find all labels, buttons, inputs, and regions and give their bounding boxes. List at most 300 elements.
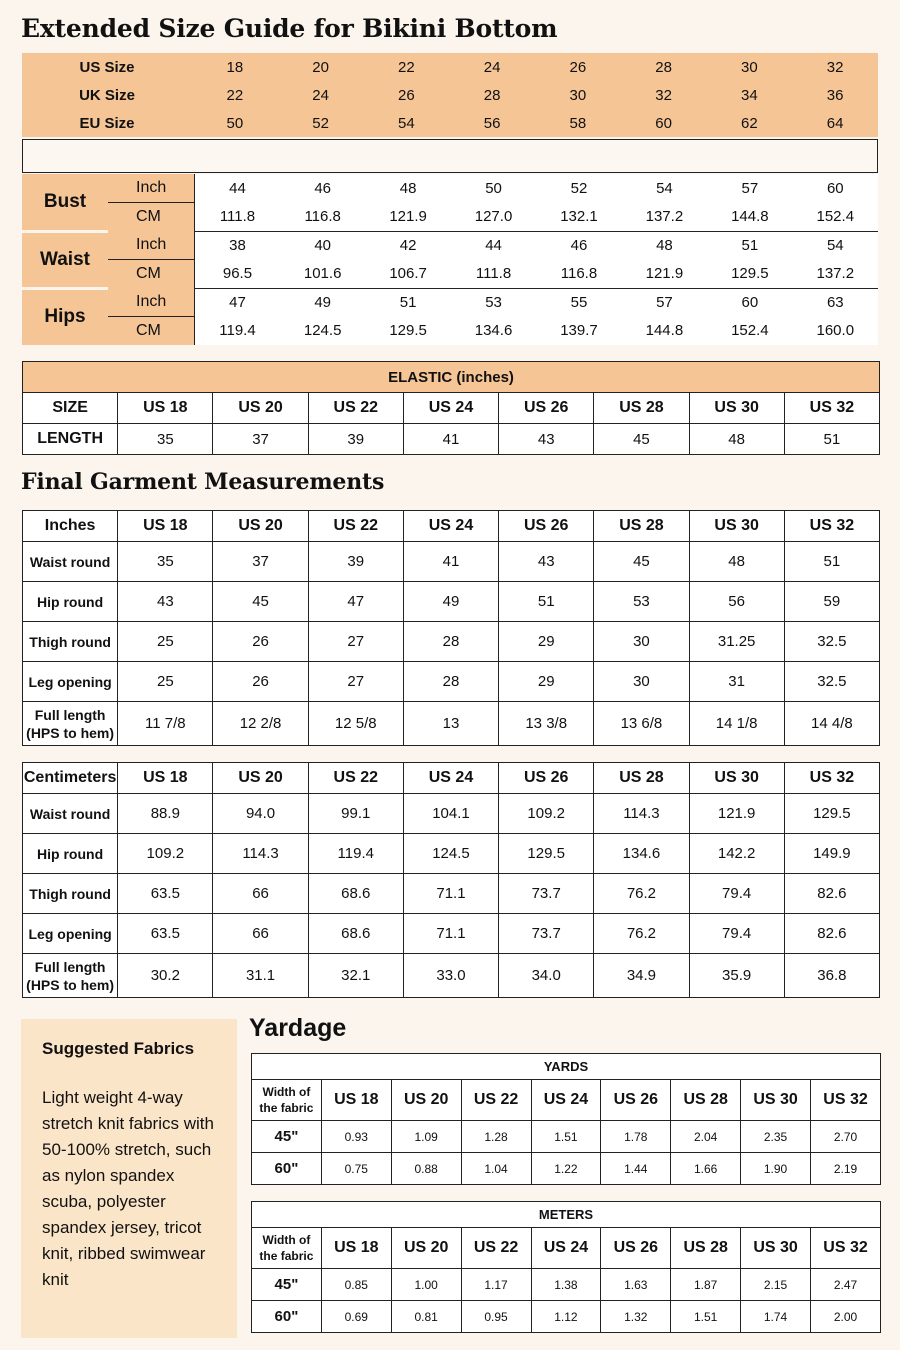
garment-value: 63.5 <box>118 874 213 914</box>
measure-value: 111.8 <box>451 260 536 289</box>
width-label <box>252 1080 322 1121</box>
garment-size-header: US 22 <box>308 511 403 542</box>
measure-value: 116.8 <box>536 260 621 289</box>
garment-header-row <box>23 511 880 542</box>
body-row-hips-cm <box>22 317 878 346</box>
garment-value: 134.6 <box>594 834 689 874</box>
garment-value: 51 <box>499 582 594 622</box>
yardage-size-header: US 18 <box>321 1080 391 1121</box>
garment-corner-label: Centimeters <box>23 763 118 794</box>
yardage-size-header: US 30 <box>741 1080 811 1121</box>
garment-row-label <box>23 542 118 582</box>
size-value: 36 <box>826 86 844 104</box>
page-title: Extended Size Guide for Bikini Bottom <box>21 14 558 43</box>
unit-inch: Inch <box>136 179 167 196</box>
yardage-row <box>252 1301 881 1333</box>
centimeters-measurements-table <box>22 762 880 998</box>
yardage-value: 1.66 <box>671 1153 741 1185</box>
garment-value: 79.4 <box>689 874 784 914</box>
yardage-row <box>252 1153 881 1185</box>
measure-value: 129.5 <box>365 317 450 346</box>
elastic-size: US 30 <box>689 393 784 424</box>
garment-value: 34.9 <box>594 954 689 998</box>
garment-value: 29 <box>499 662 594 702</box>
yardage-title-row <box>252 1202 881 1228</box>
elastic-size-label: SIZE <box>23 393 118 424</box>
garment-value: 39 <box>308 542 403 582</box>
yardage-value: 1.38 <box>531 1269 601 1301</box>
yardage-value: 1.90 <box>741 1153 811 1185</box>
garment-row-label <box>23 794 118 834</box>
yardage-size-header: US 18 <box>321 1228 391 1269</box>
garment-value: 11 7/8 <box>118 702 213 746</box>
garment-value: 30.2 <box>118 954 213 998</box>
garment-row-label-text: Leg opening <box>28 925 112 942</box>
unit-inch: Inch <box>136 293 167 310</box>
garment-row <box>23 914 880 954</box>
garment-row-label-text: Leg opening <box>28 673 112 690</box>
measure-value: 160.0 <box>793 317 878 346</box>
size-value: 30 <box>741 58 758 76</box>
measure-value: 127.0 <box>451 203 536 232</box>
garment-value: 82.6 <box>784 874 879 914</box>
garment-value: 56 <box>689 582 784 622</box>
garment-row <box>23 954 880 998</box>
garment-value: 12 2/8 <box>213 702 308 746</box>
garment-value: 88.9 <box>118 794 213 834</box>
unit-label <box>108 317 195 346</box>
width-label-line2: the fabric <box>259 1249 314 1263</box>
garment-value: 28 <box>403 662 498 702</box>
yardage-value: 0.69 <box>321 1301 391 1333</box>
measure-value: 48 <box>365 174 450 203</box>
garment-value: 68.6 <box>308 874 403 914</box>
yardage-size-header: US 24 <box>531 1080 601 1121</box>
garment-row-label <box>23 662 118 702</box>
garment-value: 36.8 <box>784 954 879 998</box>
yardage-size-header: US 22 <box>461 1228 531 1269</box>
garment-value: 35.9 <box>689 954 784 998</box>
garment-size-header: US 18 <box>118 763 213 794</box>
elastic-length: 37 <box>213 424 308 455</box>
yardage-size-header: US 28 <box>671 1228 741 1269</box>
measure-value: 121.9 <box>622 260 707 289</box>
width-label <box>252 1228 322 1269</box>
garment-value: 49 <box>403 582 498 622</box>
measure-value: 119.4 <box>195 317 280 346</box>
garment-value: 45 <box>213 582 308 622</box>
garment-value: 25 <box>118 622 213 662</box>
yardage-value: 0.88 <box>391 1153 461 1185</box>
garment-row-label-text: Full length <box>34 706 106 723</box>
garment-size-header: US 24 <box>403 511 498 542</box>
fabric-width-label: 60" <box>252 1301 322 1333</box>
size-value: 26 <box>398 86 415 104</box>
garment-row <box>23 582 880 622</box>
elastic-size: US 26 <box>499 393 594 424</box>
garment-size-header: US 18 <box>118 511 213 542</box>
measure-value: 60 <box>707 288 792 317</box>
garment-row <box>23 874 880 914</box>
garment-size-header: US 30 <box>689 763 784 794</box>
garment-size-header: US 26 <box>499 511 594 542</box>
garment-value: 109.2 <box>118 834 213 874</box>
size-row-us <box>22 53 878 81</box>
elastic-title: ELASTIC (inches) <box>23 362 880 393</box>
yardage-value: 1.87 <box>671 1269 741 1301</box>
elastic-table <box>22 361 880 455</box>
measure-value: 134.6 <box>451 317 536 346</box>
measure-value: 96.5 <box>195 260 280 289</box>
garment-value: 43 <box>499 542 594 582</box>
width-label-line1: Width of <box>262 1085 311 1099</box>
size-row-uk <box>22 81 878 109</box>
garment-value: 26 <box>213 622 308 662</box>
size-value: 32 <box>655 86 672 104</box>
garment-row-label-text: Thigh round <box>29 633 111 650</box>
measure-value: 57 <box>622 288 707 317</box>
yardage-value: 2.19 <box>811 1153 881 1185</box>
garment-value: 71.1 <box>403 914 498 954</box>
garment-size-header: US 32 <box>784 763 879 794</box>
yardage-value: 0.75 <box>321 1153 391 1185</box>
elastic-length: 45 <box>594 424 689 455</box>
measure-value: 111.8 <box>195 203 280 232</box>
garment-row-label <box>23 954 118 998</box>
measure-value: 48 <box>622 231 707 260</box>
garment-value: 129.5 <box>784 794 879 834</box>
garment-value: 66 <box>213 914 308 954</box>
fabric-width-label: 45" <box>252 1269 322 1301</box>
yardage-value: 1.28 <box>461 1121 531 1153</box>
garment-value: 31.1 <box>213 954 308 998</box>
garment-row-label-text: Waist round <box>29 805 111 822</box>
measure-value: 52 <box>536 174 621 203</box>
yardage-value: 1.00 <box>391 1269 461 1301</box>
garment-size-header: US 26 <box>499 763 594 794</box>
body-row-waist-cm <box>22 260 878 289</box>
garment-value: 13 6/8 <box>594 702 689 746</box>
unit-label <box>108 231 195 260</box>
measure-value: 50 <box>451 174 536 203</box>
garment-value: 71.1 <box>403 874 498 914</box>
body-measurements-table <box>22 174 878 345</box>
garment-value: 32.5 <box>784 662 879 702</box>
elastic-length: 39 <box>308 424 403 455</box>
size-value: 20 <box>312 58 329 76</box>
yardage-header-row <box>252 1080 881 1121</box>
elastic-length: 48 <box>689 424 784 455</box>
yardage-size-header: US 22 <box>461 1080 531 1121</box>
size-value: 22 <box>398 58 415 76</box>
yardage-value: 2.15 <box>741 1269 811 1301</box>
measure-value: 51 <box>365 288 450 317</box>
garment-row-label-text: Hip round <box>37 593 104 610</box>
garment-row-label-text: Hip round <box>37 845 104 862</box>
fabrics-title: Suggested Fabrics <box>42 1039 195 1058</box>
yardage-value: 1.51 <box>531 1121 601 1153</box>
unit-inch: Inch <box>136 236 167 253</box>
measure-value: 49 <box>280 288 365 317</box>
yardage-value: 1.51 <box>671 1301 741 1333</box>
measure-value: 124.5 <box>280 317 365 346</box>
garment-value: 53 <box>594 582 689 622</box>
garment-row-label-text: Full length <box>34 958 106 975</box>
garment-value: 124.5 <box>403 834 498 874</box>
yardage-value: 0.85 <box>321 1269 391 1301</box>
measure-value: 51 <box>707 231 792 260</box>
garment-value: 119.4 <box>308 834 403 874</box>
size-value: 32 <box>826 58 844 76</box>
fabric-width-label: 60" <box>252 1153 322 1185</box>
yardage-value: 1.22 <box>531 1153 601 1185</box>
measure-value: 132.1 <box>536 203 621 232</box>
garment-value: 94.0 <box>213 794 308 834</box>
garment-value: 28 <box>403 622 498 662</box>
unit-cm: CM <box>136 322 161 339</box>
inches-measurements-table <box>22 510 880 746</box>
garment-value: 51 <box>784 542 879 582</box>
measure-value: 46 <box>536 231 621 260</box>
unit-label <box>108 203 195 232</box>
body-part-label: Bust <box>22 174 108 231</box>
measure-value: 42 <box>365 231 450 260</box>
yardage-title-row <box>252 1054 881 1080</box>
yardage-size-header: US 20 <box>391 1228 461 1269</box>
body-part-label: Hips <box>22 288 108 345</box>
measure-value: 106.7 <box>365 260 450 289</box>
garment-value: 104.1 <box>403 794 498 834</box>
garment-value: 48 <box>689 542 784 582</box>
unit-label <box>108 288 195 317</box>
yardage-size-header: US 26 <box>601 1228 671 1269</box>
width-label-line2: the fabric <box>259 1101 314 1115</box>
garment-value: 34.0 <box>499 954 594 998</box>
size-value: 34 <box>741 86 758 104</box>
size-label: UK Size <box>79 86 135 104</box>
garment-row-label <box>23 914 118 954</box>
elastic-length: 35 <box>118 424 213 455</box>
garment-value: 82.6 <box>784 914 879 954</box>
garment-header-row <box>23 763 880 794</box>
elastic-size: US 20 <box>213 393 308 424</box>
garment-value: 13 3/8 <box>499 702 594 746</box>
garment-row <box>23 622 880 662</box>
yardage-size-header: US 24 <box>531 1228 601 1269</box>
garment-value: 76.2 <box>594 874 689 914</box>
measure-value: 46 <box>280 174 365 203</box>
yardage-size-header: US 26 <box>601 1080 671 1121</box>
size-value: 24 <box>483 58 501 76</box>
garment-value: 114.3 <box>594 794 689 834</box>
measure-value: 57 <box>707 174 792 203</box>
unit-label <box>108 260 195 289</box>
measure-value: 53 <box>451 288 536 317</box>
garment-value: 32.5 <box>784 622 879 662</box>
elastic-length-row <box>23 424 880 455</box>
yardage-value: 2.70 <box>811 1121 881 1153</box>
yardage-size-header: US 20 <box>391 1080 461 1121</box>
size-value: 56 <box>483 114 501 132</box>
garment-row <box>23 834 880 874</box>
garment-value: 35 <box>118 542 213 582</box>
garment-row-label-sub: (HPS to hem) <box>26 724 115 741</box>
elastic-header-row <box>23 362 880 393</box>
garment-value: 26 <box>213 662 308 702</box>
garment-row-label-text: Waist round <box>29 553 111 570</box>
measure-value: 152.4 <box>707 317 792 346</box>
garment-corner-label: Inches <box>23 511 118 542</box>
garment-value: 43 <box>118 582 213 622</box>
yardage-value: 1.63 <box>601 1269 671 1301</box>
garment-size-header: US 32 <box>784 511 879 542</box>
yardage-value: 1.44 <box>601 1153 671 1185</box>
size-value: 58 <box>569 114 587 132</box>
measure-value: 152.4 <box>793 203 878 232</box>
elastic-length: 51 <box>784 424 879 455</box>
unit-label <box>108 174 195 203</box>
measure-value: 139.7 <box>536 317 621 346</box>
garment-value: 121.9 <box>689 794 784 834</box>
garment-value: 32.1 <box>308 954 403 998</box>
yardage-value: 2.35 <box>741 1121 811 1153</box>
garment-value: 76.2 <box>594 914 689 954</box>
body-part-label: Waist <box>22 231 108 288</box>
garment-size-header: US 30 <box>689 511 784 542</box>
garment-value: 63.5 <box>118 914 213 954</box>
yards-title: YARDS <box>252 1054 881 1080</box>
size-value: 28 <box>655 58 672 76</box>
measure-value: 101.6 <box>280 260 365 289</box>
yardage-value: 2.00 <box>811 1301 881 1333</box>
final-garment-title: Final Garment Measurements <box>21 469 385 495</box>
garment-value: 29 <box>499 622 594 662</box>
size-value: 22 <box>226 86 244 104</box>
yardage-size-header: US 30 <box>741 1228 811 1269</box>
measure-value: 121.9 <box>365 203 450 232</box>
garment-value: 149.9 <box>784 834 879 874</box>
measure-value: 40 <box>280 231 365 260</box>
yardage-value: 1.32 <box>601 1301 671 1333</box>
fabrics-description: Light weight 4-way stretch knit fabrics with 50-100% stretch, such as nylon spandex scuba, polyester spandex jersey, tricot knit, ribbed swimwear knit <box>42 1088 214 1289</box>
garment-value: 47 <box>308 582 403 622</box>
garment-row <box>23 542 880 582</box>
elastic-size: US 22 <box>308 393 403 424</box>
unit-cm: CM <box>136 208 161 225</box>
garment-value: 129.5 <box>499 834 594 874</box>
measure-value: 137.2 <box>622 203 707 232</box>
table-spacer <box>22 139 878 173</box>
garment-row <box>23 702 880 746</box>
measure-value: 54 <box>793 231 878 260</box>
measure-value: 55 <box>536 288 621 317</box>
garment-value: 99.1 <box>308 794 403 834</box>
yardage-value: 1.74 <box>741 1301 811 1333</box>
garment-row-label <box>23 834 118 874</box>
garment-size-header: US 22 <box>308 763 403 794</box>
garment-row-label <box>23 622 118 662</box>
garment-value: 66 <box>213 874 308 914</box>
suggested-fabrics-box <box>21 1019 237 1338</box>
body-row-hips-inch <box>22 288 878 317</box>
elastic-length: 43 <box>499 424 594 455</box>
garment-row-label <box>23 702 118 746</box>
garment-value: 73.7 <box>499 874 594 914</box>
garment-value: 27 <box>308 662 403 702</box>
size-value: 62 <box>741 114 758 132</box>
garment-value: 33.0 <box>403 954 498 998</box>
garment-value: 27 <box>308 622 403 662</box>
yardage-size-header: US 32 <box>811 1080 881 1121</box>
measure-value: 54 <box>622 174 707 203</box>
size-value: 24 <box>312 86 329 104</box>
measure-value: 129.5 <box>707 260 792 289</box>
garment-value: 73.7 <box>499 914 594 954</box>
measure-value: 44 <box>451 231 536 260</box>
elastic-size: US 18 <box>118 393 213 424</box>
size-value: 64 <box>826 114 844 132</box>
garment-value: 79.4 <box>689 914 784 954</box>
garment-value: 13 <box>403 702 498 746</box>
yardage-value: 1.12 <box>531 1301 601 1333</box>
garment-size-header: US 20 <box>213 511 308 542</box>
size-value: 54 <box>398 114 415 132</box>
garment-value: 114.3 <box>213 834 308 874</box>
garment-row-label <box>23 582 118 622</box>
size-value: 26 <box>569 58 587 76</box>
garment-value: 142.2 <box>689 834 784 874</box>
measure-value: 47 <box>195 288 280 317</box>
size-value: 18 <box>226 58 244 76</box>
garment-value: 45 <box>594 542 689 582</box>
body-row-bust-cm <box>22 203 878 232</box>
garment-row-label-sub: (HPS to hem) <box>26 976 115 993</box>
elastic-size: US 24 <box>403 393 498 424</box>
size-value: 52 <box>312 114 329 132</box>
garment-row <box>23 794 880 834</box>
elastic-size: US 28 <box>594 393 689 424</box>
garment-value: 68.6 <box>308 914 403 954</box>
measure-value: 44 <box>195 174 280 203</box>
yardage-value: 2.47 <box>811 1269 881 1301</box>
width-label-line1: Width of <box>262 1233 311 1247</box>
yardage-value: 1.78 <box>601 1121 671 1153</box>
garment-value: 31 <box>689 662 784 702</box>
yardage-size-header: US 32 <box>811 1228 881 1269</box>
measure-value: 137.2 <box>793 260 878 289</box>
measure-value: 63 <box>793 288 878 317</box>
measure-value: 116.8 <box>280 203 365 232</box>
size-conversion-table <box>22 53 878 137</box>
measure-value: 38 <box>195 231 280 260</box>
garment-row-label-text: Thigh round <box>29 885 111 902</box>
fabric-width-label: 45" <box>252 1121 322 1153</box>
garment-value: 59 <box>784 582 879 622</box>
garment-value: 14 1/8 <box>689 702 784 746</box>
size-value: 30 <box>569 86 587 104</box>
size-label: US Size <box>79 58 135 76</box>
yardage-value: 1.17 <box>461 1269 531 1301</box>
garment-value: 41 <box>403 542 498 582</box>
garment-size-header: US 20 <box>213 763 308 794</box>
measure-value: 144.8 <box>622 317 707 346</box>
yardage-value: 0.95 <box>461 1301 531 1333</box>
yardage-title: Yardage <box>249 1014 347 1042</box>
yards-table <box>251 1053 881 1185</box>
yardage-value: 2.04 <box>671 1121 741 1153</box>
measure-value: 144.8 <box>707 203 792 232</box>
elastic-length: 41 <box>403 424 498 455</box>
